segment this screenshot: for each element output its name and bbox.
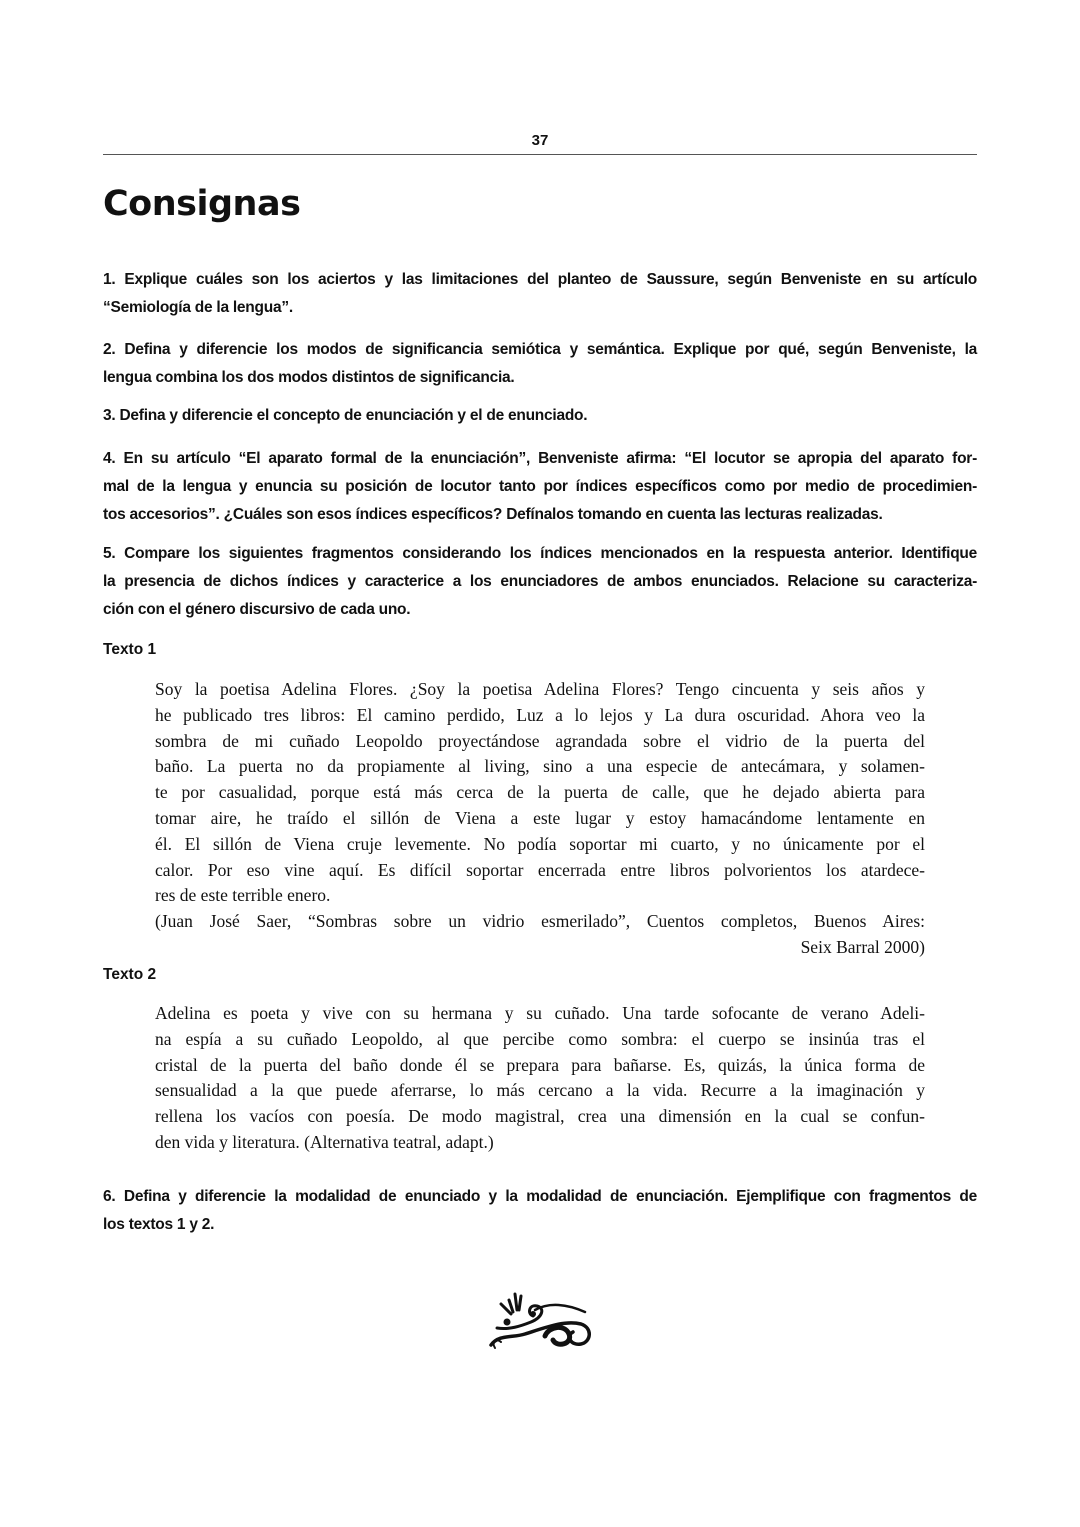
quote-line: calor. Por eso vine aquí. Es difícil soportar encerrada entre libros polvorientos los atardece- bbox=[155, 859, 925, 880]
question-line: 1. Explique cuáles son los aciertos y las limitaciones del planteo de Saussure, según Benveniste en su artículo bbox=[103, 271, 977, 288]
question-line: 3. Defina y diferencie el concepto de enunciación y el de enunciado. bbox=[103, 407, 588, 424]
citation-line: Seix Barral 2000) bbox=[800, 936, 925, 957]
quote-line: res de este terrible enero. bbox=[155, 885, 331, 906]
texto1-label: Texto 1 bbox=[103, 641, 157, 658]
question-line: los textos 1 y 2. bbox=[103, 1216, 215, 1233]
question-line: ción con el género discursivo de cada uno. bbox=[103, 601, 411, 618]
quote-line: rellena los vacíos con poesía. De modo magistral, crea una dimensión en la cual se confun- bbox=[155, 1106, 925, 1127]
texto1-citation bbox=[155, 909, 925, 961]
question-line: 4. En su artículo “El aparato formal de la enunciación”, Benveniste afirma: “El locutor se apropia del aparato for- bbox=[103, 450, 977, 467]
question-line: “Semiología de la lengua”. bbox=[103, 299, 293, 316]
quote-line: tomar aire, he traído el sillón de Viena a este lugar y estoy hamacándome lentamente en bbox=[155, 807, 925, 828]
question-6 bbox=[103, 1183, 977, 1239]
question-5 bbox=[103, 540, 977, 624]
quote-line: sensualidad a la que puede aferrarse, lo más cercano a la vida. Recurre a la imaginación y bbox=[155, 1080, 925, 1101]
section-title: Consignas bbox=[103, 184, 301, 224]
question-3 bbox=[103, 402, 977, 430]
quote-line: baño. La puerta no da propiamente al living, sino a una especie de antecámara, y solamen- bbox=[155, 756, 925, 777]
quote-line: den vida y literatura. (Alternativa teatral, adapt.) bbox=[155, 1131, 494, 1152]
header-rule bbox=[103, 154, 977, 155]
question-line: 2. Defina y diferencie los modos de significancia semiótica y semántica. Explique por qué, según Benveniste, la bbox=[103, 341, 977, 358]
question-line: mal de la lengua y enuncia su posición de locutor tanto por índices específicos como por medio de procedimien- bbox=[103, 478, 977, 495]
quote-line: he publicado tres libros: El camino perdido, Luz a lo lejos y La dura oscuridad. Ahora veo la bbox=[155, 704, 925, 725]
page-number: 37 bbox=[531, 132, 549, 149]
question-4 bbox=[103, 445, 977, 529]
quote-line: cristal de la puerta del baño donde él se prepara para bañarse. Es, quizás, la única forma de bbox=[155, 1054, 925, 1075]
citation-line: (Juan José Saer, “Sombras sobre un vidrio esmerilado”, Cuentos completos, Buenos Aires: bbox=[155, 911, 925, 931]
quote-line: Adelina es poeta y vive con su hermana y su cuñado. Una tarde sofocante de verano Adeli- bbox=[155, 1003, 925, 1023]
texto1-quote bbox=[155, 677, 925, 909]
question-line: la presencia de dichos índices y caracterice a los enunciadores de ambos enunciados. Relacione su caracteriza- bbox=[103, 573, 977, 590]
texto2-label: Texto 2 bbox=[103, 966, 157, 983]
quote-line: él. El sillón de Viena cruje levemente. No podía soportar mi cuarto, y no únicamente por el bbox=[155, 833, 925, 854]
quote-line: na espía a su cuñado Leopoldo, al que percibe como sombra: el cuerpo se insinúa tras el bbox=[155, 1028, 925, 1049]
question-line: lengua combina los dos modos distintos de significancia. bbox=[103, 369, 515, 386]
question-2 bbox=[103, 336, 977, 392]
question-line: 6. Defina y diferencie la modalidad de enunciado y la modalidad de enunciación. Ejemplifique con fragmentos de bbox=[103, 1188, 977, 1205]
flourish-ornament-icon bbox=[485, 1290, 595, 1352]
question-line: tos accesorios”. ¿Cuáles son esos índices específicos? Defínalos tomando en cuenta las lecturas realizadas. bbox=[103, 506, 883, 523]
quote-line: te por casualidad, porque está más cerca de la puerta de calle, que he dejado abierta para bbox=[155, 782, 925, 803]
question-1 bbox=[103, 266, 977, 322]
question-line: 5. Compare los siguientes fragmentos considerando los índices mencionados en la respuesta anterior. Identifique bbox=[103, 545, 977, 562]
quote-line: sombra de mi cuñado Leopoldo proyectándose agrandada sobre el vidrio de la puerta del bbox=[155, 730, 925, 751]
quote-line: Soy la poetisa Adelina Flores. ¿Soy la poetisa Adelina Flores? Tengo cincuenta y seis años y bbox=[155, 679, 925, 699]
texto2-quote bbox=[155, 1001, 925, 1156]
